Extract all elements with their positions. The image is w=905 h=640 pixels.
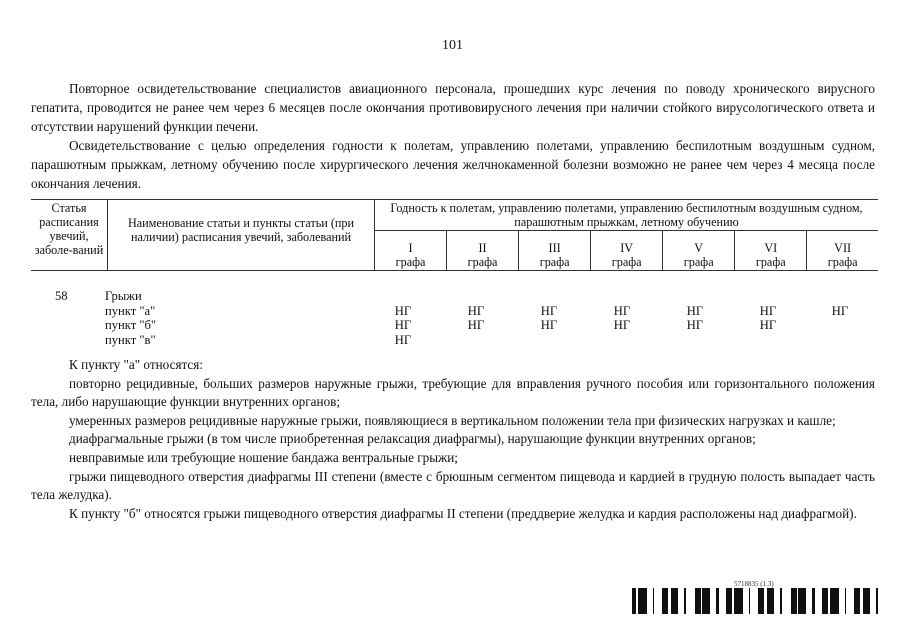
- name-column-header: Наименование статьи и пункты статьи (при наличии) расписания увечий, заболеваний: [108, 200, 375, 271]
- barcode-bar: [632, 588, 635, 614]
- barcode: [632, 588, 878, 614]
- barcode-bar: [800, 588, 803, 614]
- barcode-bar: [792, 588, 794, 614]
- barcode-bar: [827, 588, 828, 614]
- explanation-paragraph: диафрагмальные грыжи (в том числе приобретенная релаксация диафрагмы), нарушающие функции внутренних органов;: [69, 431, 756, 447]
- barcode-bar: [695, 588, 696, 614]
- barcode-bar: [812, 588, 815, 614]
- barcode-bar: [798, 588, 800, 614]
- grafa-column-header: I графа: [375, 231, 447, 271]
- barcode-bar: [854, 588, 857, 614]
- barcode-bar: [822, 588, 824, 614]
- item-label: пункт "а": [105, 303, 156, 318]
- barcode-bar: [635, 588, 636, 614]
- barcode-bar: [728, 588, 731, 614]
- barcode-bar: [674, 588, 677, 614]
- explanation-paragraph: умеренных размеров рецидивные наружные грыжи, появляющиеся в вертикальном положении тела при физических нагрузках и кашле;: [69, 412, 836, 428]
- barcode-bar: [833, 588, 834, 614]
- page-number: 101: [442, 38, 463, 53]
- barcode-bar: [758, 588, 761, 614]
- fitness-value: НГ: [759, 303, 777, 318]
- fitness-value: НГ: [759, 318, 777, 332]
- intro-paragraph-1: Повторное освидетельствование специалистов авиационного персонала, прошедших курс лечения по поводу хронического вирусного гепатита, проводится не ранее чем через 6 месяцев после окончания противовирусного лечения при наличии стойкого вирусологического ответа и отсутствии нарушений функции печени.: [31, 81, 875, 134]
- barcode-bar: [716, 588, 719, 614]
- barcode-bar: [780, 588, 782, 614]
- article-title: Грыжи: [105, 289, 142, 303]
- barcode-bar: [665, 588, 666, 614]
- barcode-bar: [684, 588, 686, 614]
- barcode-bar: [768, 588, 770, 614]
- explanation-paragraph: К пункту "а" относятся:: [69, 357, 204, 372]
- grafa-column-header: V графа: [663, 231, 735, 271]
- document-code: 5718835 (1.3): [734, 580, 774, 588]
- barcode-bar: [749, 588, 750, 614]
- barcode-bar: [864, 588, 866, 614]
- barcode-bar: [794, 588, 797, 614]
- grafa-column-header: VI графа: [735, 231, 807, 271]
- explanation-paragraph: невправимые или требующие ношение бандажа вентральные грыжи;: [69, 449, 458, 465]
- barcode-bar: [767, 588, 768, 614]
- fitness-value: НГ: [467, 303, 485, 318]
- grafa-column-header: II графа: [447, 231, 519, 271]
- barcode-bar: [726, 588, 728, 614]
- barcode-bar: [696, 588, 698, 614]
- barcode-bar: [698, 588, 701, 614]
- barcode-bar: [638, 588, 641, 614]
- barcode-bar: [671, 588, 672, 614]
- barcode-bar: [858, 588, 860, 614]
- barcode-bar: [761, 588, 762, 614]
- barcode-bar: [869, 588, 870, 614]
- barcode-bar: [773, 588, 774, 614]
- grafa-column-header: IV графа: [591, 231, 663, 271]
- item-label: пункт "б": [105, 318, 157, 332]
- barcode-bar: [672, 588, 674, 614]
- explanation-paragraph: К пункту "б" относятся грыжи пищеводного отверстия диафрагмы II степени (преддверие желудка и кардия расположены над диафрагмой).: [69, 505, 857, 521]
- fitness-value: НГ: [686, 318, 704, 332]
- barcode-bar: [762, 588, 764, 614]
- grafa-column-header: III графа: [519, 231, 591, 271]
- barcode-bar: [704, 588, 707, 614]
- barcode-bar: [857, 588, 858, 614]
- fitness-group-header: Годность к полетам, управлению полетами, управлению беспилотным воздушным судном, парашютным прыжкам, летному обучению: [375, 200, 879, 231]
- fitness-value: НГ: [613, 318, 631, 332]
- barcode-bar: [677, 588, 678, 614]
- barcode-bar: [653, 588, 654, 614]
- barcode-bar: [770, 588, 773, 614]
- fitness-value: НГ: [467, 318, 485, 332]
- barcode-bar: [804, 588, 806, 614]
- barcode-bar: [666, 588, 668, 614]
- barcode-bar: [740, 588, 743, 614]
- barcode-bar: [702, 588, 704, 614]
- barcode-bar: [845, 588, 846, 614]
- barcode-bar: [830, 588, 833, 614]
- fitness-value: НГ: [613, 303, 631, 318]
- barcode-bar: [863, 588, 864, 614]
- barcode-bar: [803, 588, 804, 614]
- barcode-bar: [824, 588, 827, 614]
- barcode-bar: [734, 588, 737, 614]
- grafa-column-header: VII графа: [807, 231, 878, 271]
- intro-paragraph-2: Освидетельствование с целью определения годности к полетам, управлению полетами, управлению беспилотным воздушным судном, парашютным прыжкам, летному обучению после хирургического лечения желчнокаменной болезни возможно не ранее чем через 4 месяца после окончания лечения.: [31, 138, 875, 191]
- explanations: [31, 356, 875, 523]
- barcode-bar: [834, 588, 836, 614]
- barcode-bar: [791, 588, 792, 614]
- fitness-value: НГ: [831, 303, 849, 318]
- fitness-value: НГ: [540, 318, 558, 332]
- barcode-bar: [708, 588, 710, 614]
- barcode-bar: [644, 588, 647, 614]
- item-label: пункт "в": [105, 332, 156, 347]
- explanation-paragraph: грыжи пищеводного отверстия диафрагмы III степени (вместе с брюшным сегментом пищевода и кардией в грудную полость выпадает часть тела желудка).: [31, 468, 875, 503]
- barcode-bar: [866, 588, 869, 614]
- barcode-bar: [662, 588, 665, 614]
- article-number: 58: [55, 289, 68, 303]
- barcode-bar: [738, 588, 740, 614]
- fitness-value: НГ: [686, 303, 704, 318]
- barcode-bar: [641, 588, 642, 614]
- fitness-value: НГ: [394, 303, 412, 318]
- explanation-paragraph: повторно рецидивные, больших размеров наружные грыжи, требующие для вправления ручного пособия или горизонтального положения тела, либо нарушающие функции внутренних органов;: [31, 375, 875, 410]
- fitness-value: НГ: [394, 318, 412, 332]
- barcode-bar: [707, 588, 708, 614]
- barcode-bar: [737, 588, 738, 614]
- fitness-value: НГ: [540, 303, 558, 318]
- barcode-bar: [876, 588, 878, 614]
- article-column-header: Статья расписания увечий, заболе-ваний: [31, 200, 108, 271]
- fitness-value: НГ: [394, 332, 412, 347]
- schedule-table-header: [31, 199, 878, 271]
- barcode-bar: [731, 588, 732, 614]
- barcode-bar: [642, 588, 644, 614]
- barcode-bar: [836, 588, 839, 614]
